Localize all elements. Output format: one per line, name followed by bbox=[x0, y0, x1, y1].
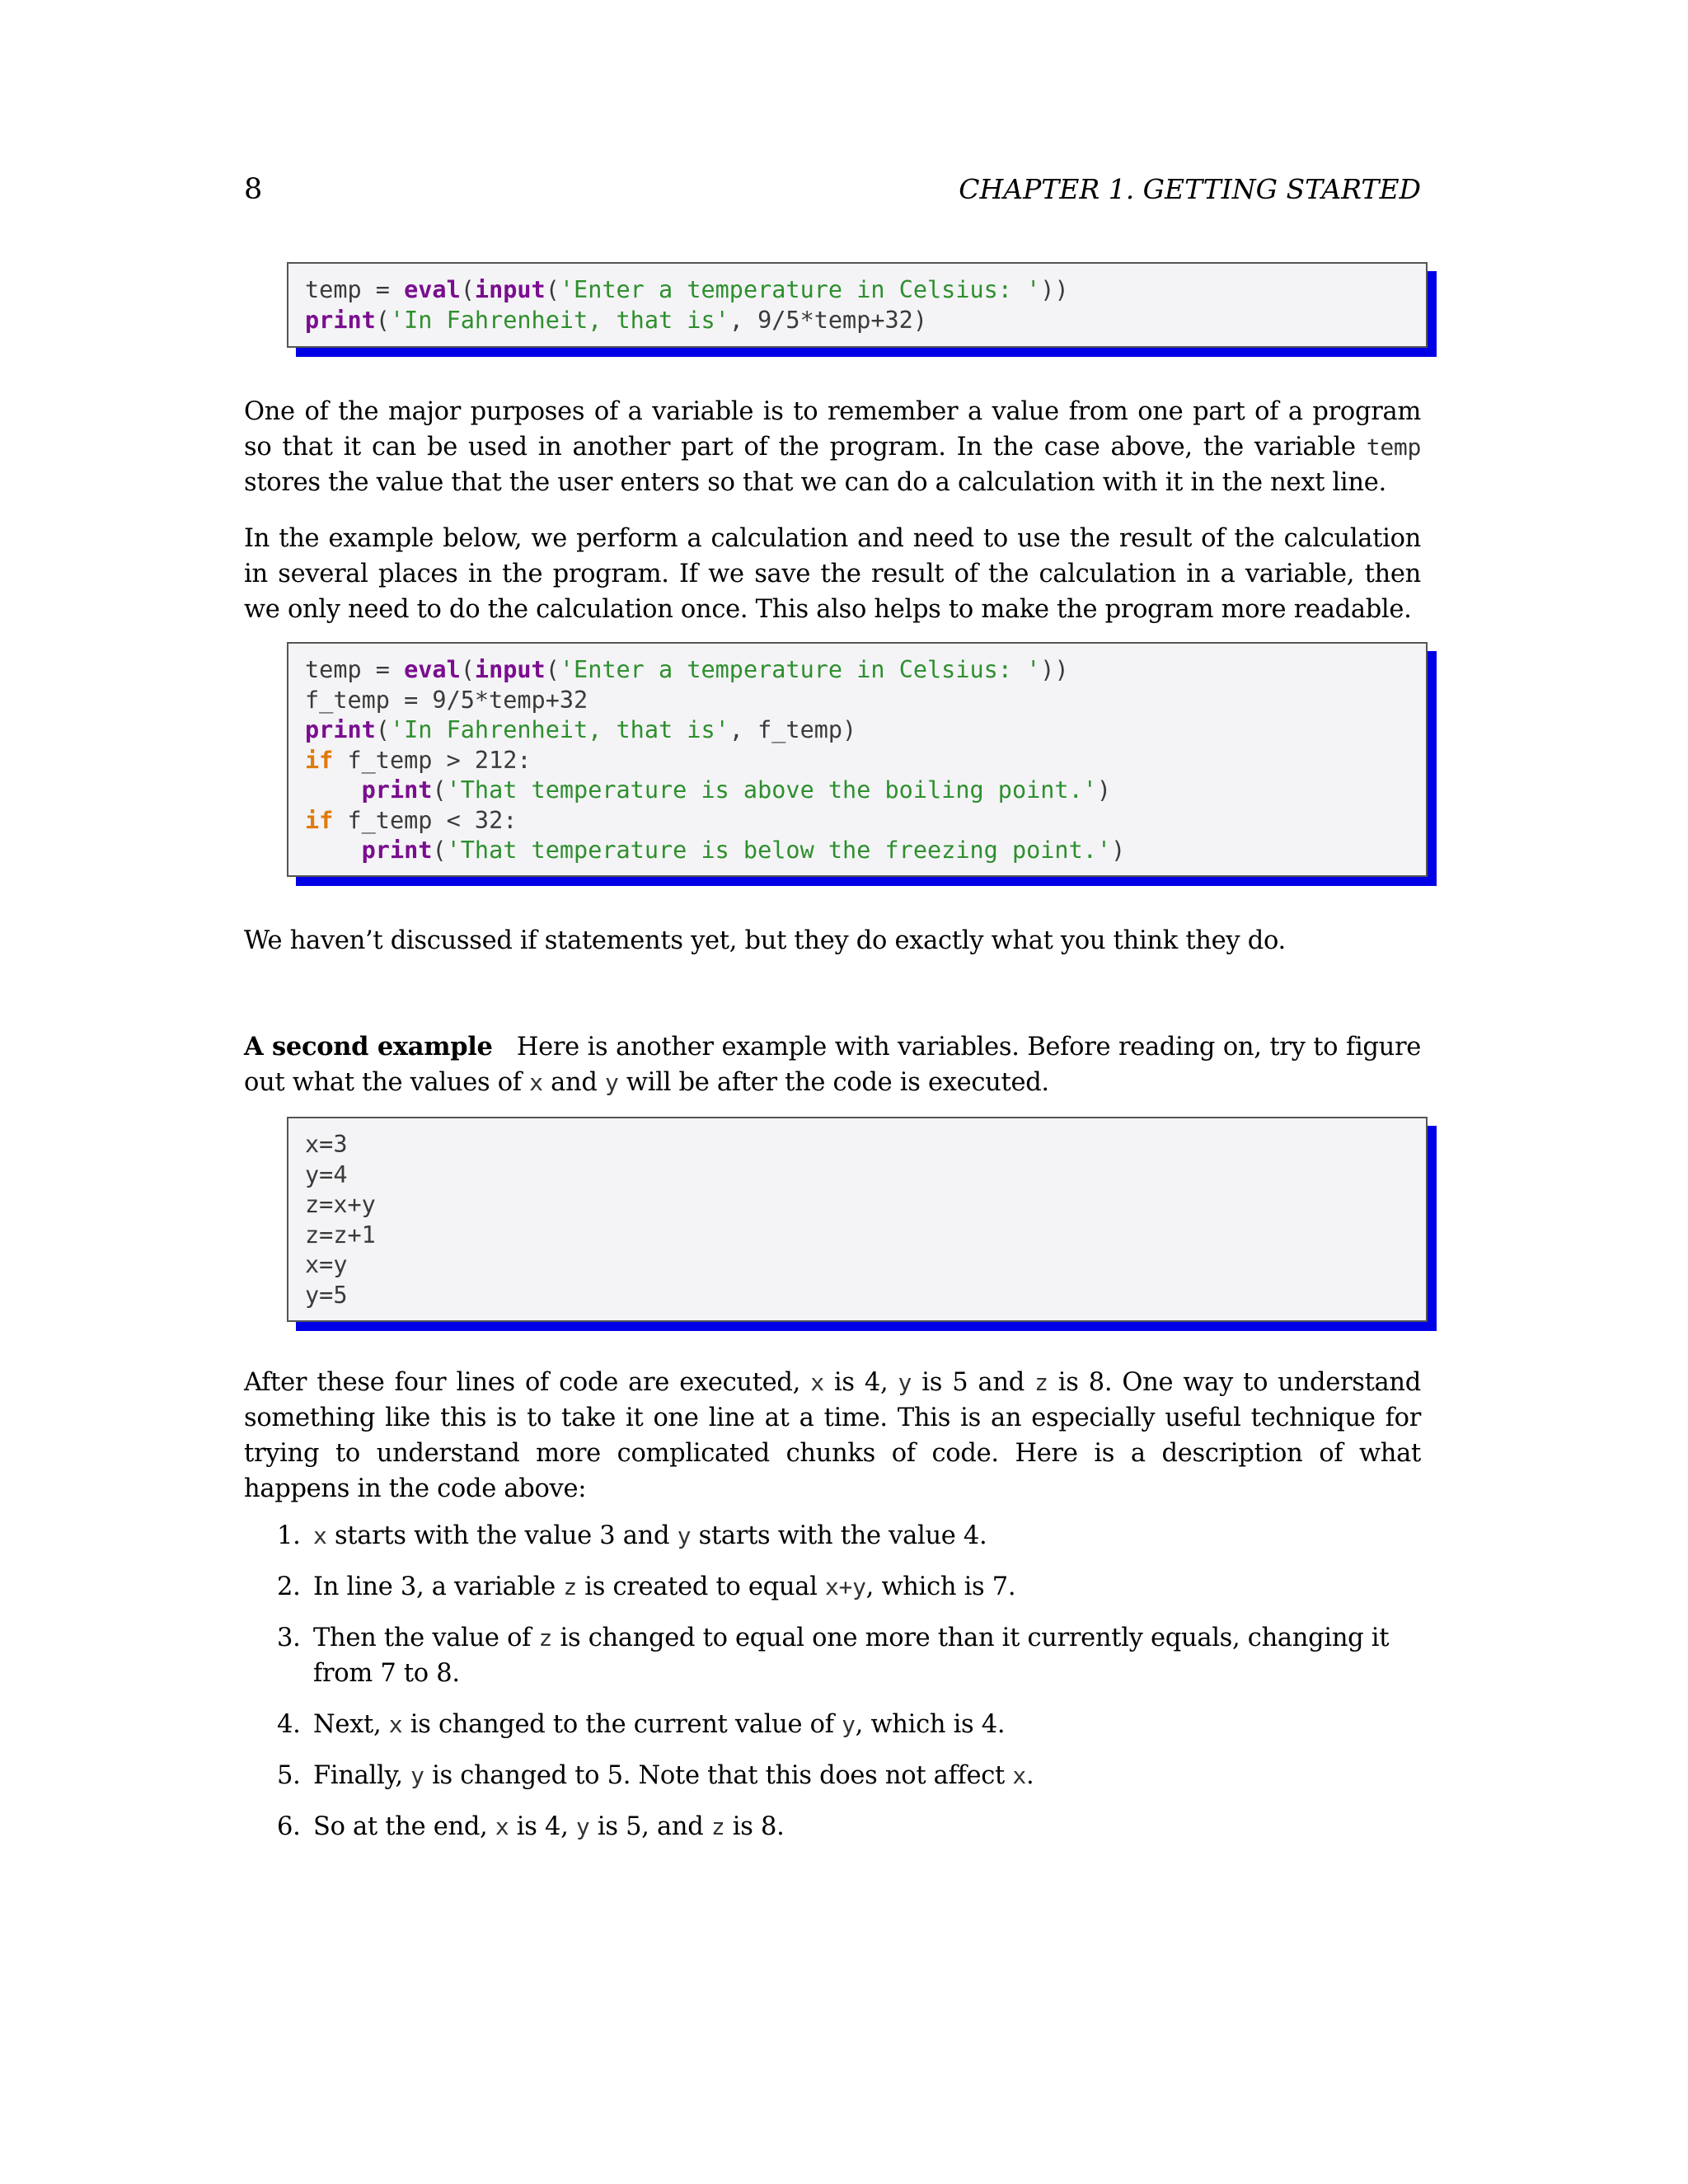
paragraph-if-statements-note: We haven’t discussed if statements yet, but they do exactly what you think they do. bbox=[244, 926, 1286, 955]
step-list bbox=[277, 1518, 1423, 1860]
inline-code: x bbox=[810, 1369, 824, 1396]
code-line: y=4 bbox=[305, 1160, 348, 1188]
code-block-1 bbox=[287, 262, 1428, 348]
code-line: z=z+1 bbox=[305, 1221, 376, 1249]
paragraph-variable-purpose: One of the major purposes of a variable is to remember a value from one part of a program so that it can be used in another part of the program. In the case above, the variable temp stores the value that the user enters so that we can do a calculation with it in the next line. bbox=[244, 397, 1421, 497]
inline-code: temp bbox=[1366, 434, 1421, 461]
code-line: z=x+y bbox=[305, 1191, 376, 1218]
code-line: temp = eval(input('Enter a temperature in Celsius: ')) bbox=[305, 276, 1069, 303]
inline-code: y bbox=[898, 1369, 912, 1396]
code-line: if f_temp < 32: bbox=[305, 806, 518, 834]
code-line: print('That temperature is above the boiling point.') bbox=[361, 776, 1112, 804]
code-line: print('In Fahrenheit, that is', 9/5*temp+32) bbox=[305, 306, 927, 334]
inline-code: x bbox=[529, 1069, 543, 1096]
running-head: CHAPTER 1. GETTING STARTED bbox=[959, 173, 1421, 205]
code-line: temp = eval(input('Enter a temperature in Celsius: ')) bbox=[305, 656, 1069, 683]
list-item: 6. So at the end, x is 4, y is 5, and z is 8. bbox=[277, 1812, 785, 1841]
page-header bbox=[244, 169, 1421, 210]
code-line: if f_temp > 212: bbox=[305, 746, 532, 774]
code-listing bbox=[305, 1130, 1426, 1310]
code-line: print('That temperature is below the freezing point.') bbox=[361, 837, 1126, 864]
code-line: x=y bbox=[305, 1251, 348, 1278]
code-block-2 bbox=[287, 642, 1428, 877]
list-item: 2. In line 3, a variable z is created to equal x+y, which is 7. bbox=[277, 1572, 1016, 1601]
section-heading: A second example bbox=[244, 1032, 493, 1062]
list-item: 4. Next, x is changed to the current value of y, which is 4. bbox=[277, 1710, 1006, 1739]
code-line: f_temp = 9/5*temp+32 bbox=[305, 686, 588, 714]
code-line: y=5 bbox=[305, 1281, 348, 1309]
list-item: 5. Finally, y is changed to 5. Note that this does not affect x. bbox=[277, 1761, 1034, 1790]
inline-code: z bbox=[1034, 1369, 1048, 1396]
code-line: print('In Fahrenheit, that is', f_temp) bbox=[305, 716, 857, 743]
page-number: 8 bbox=[244, 173, 263, 206]
paragraph-explanation: After these four lines of code are executed, x is 4, y is 5 and z is 8. One way to understand something like this is to take it one line at a time. This is an especially useful technique for trying to understand more complicated chunks of code. Here is a description of what happens in the code above: bbox=[244, 1368, 1421, 1503]
paragraph-calculation-example: In the example below, we perform a calculation and need to use the result of the calculation in several places in the program. If we save the result of the calculation in a variable, then we only need to do the calculation once. This also helps to make the program more readable. bbox=[244, 524, 1421, 624]
list-item: 1. x starts with the value 3 and y starts with the value 4. bbox=[277, 1521, 987, 1550]
list-item: 3. Then the value of z is changed to equal one more than it currently equals, changing it from 7 to 8. bbox=[277, 1624, 1390, 1688]
code-block-3 bbox=[287, 1117, 1428, 1322]
code-line: x=3 bbox=[305, 1131, 348, 1158]
inline-code: y bbox=[604, 1069, 619, 1096]
paragraph-second-example: A second example Here is another example with variables. Before reading on, try to figure out what the values of x and y will be after the code is executed. bbox=[244, 1032, 1421, 1097]
